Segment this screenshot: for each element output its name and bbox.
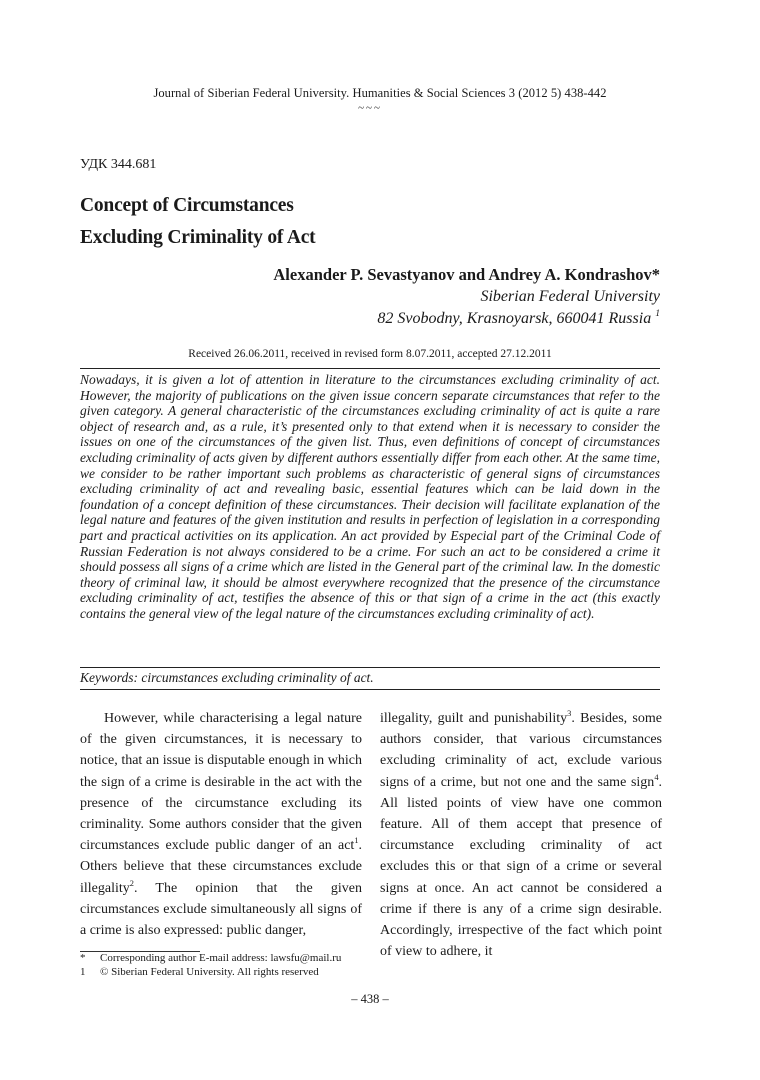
body-paragraph — [380, 708, 662, 962]
page-number: – 438 – — [351, 992, 389, 1006]
keywords: Keywords: circumstances excluding criminality of act. — [80, 670, 374, 685]
journal-header: Journal of Siberian Federal University. Humanities & Social Sciences 3 (2012 5) 438-442 — [153, 86, 607, 100]
header-ornament: ~~~ — [358, 102, 382, 114]
footnote-text: Corresponding author E-mail address: lawsfu@mail.ru — [100, 952, 342, 964]
abstract-top-rule — [80, 368, 660, 369]
authors: Alexander P. Sevastyanov and Andrey A. Kondrashov* — [273, 265, 660, 284]
udk-code: УДК 344.681 — [80, 157, 157, 172]
footnote-text: © Siberian Federal University. All rights reserved — [100, 966, 319, 978]
body-text: . All listed points of view have one common feature. All of them accept that presence of circumstance excluding criminality of act excludes this or that sign of a crime or several signs at once. An act cannot be considered a crime if there is any of a crime sign desirable. Accordingly, irrespective of the fact which point of view to adhere, it — [380, 774, 662, 960]
body-text: . Besides, some authors consider, that various circumstances excluding criminality of act, exclude various signs of a crime, but not one and the same sign — [380, 711, 662, 790]
body-text: . Others believe that these circumstances exclude illegality — [80, 838, 362, 896]
footnote-corresponding-author — [80, 952, 341, 964]
footnote-ref: 3 — [567, 708, 572, 718]
footnote-mark: 1 — [80, 966, 86, 978]
footnote-ref: 2 — [129, 878, 134, 888]
body-column-right — [380, 708, 662, 960]
affiliation-address — [377, 310, 660, 328]
keywords-bottom-rule — [80, 689, 660, 690]
affiliation-footnote-mark: 1 — [655, 308, 660, 320]
article-title-line-1: Concept of Circumstances — [80, 195, 294, 216]
body-text: However, while characterising a legal nature of the given circumstances, it is necessary to notice, that an issue is disputable enough in which the sign of a crime is desirable in the act with the presence of the circumstance excluding its criminality. Some authors consider that the given circumstances exclude public danger of an act — [80, 711, 362, 854]
affiliation-address-text: 82 Svobodny, Krasnoyarsk, 660041 Russia — [377, 310, 656, 327]
body-paragraph — [80, 708, 362, 941]
affiliation-university: Siberian Federal University — [480, 288, 660, 305]
footnote-ref: 1 — [354, 836, 359, 846]
received-dates: Received 26.06.2011, received in revised form 8.07.2011, accepted 27.12.2011 — [188, 348, 552, 360]
body-text: illegality, guilt and punishability — [380, 711, 568, 726]
article-title-line-2: Excluding Criminality of Act — [80, 227, 316, 248]
body-text: . The opinion that the given circumstances exclude simultaneously all signs of a crime is also expressed: public danger, — [80, 880, 362, 939]
body-column-left — [80, 708, 362, 943]
footnote-ref: 4 — [654, 772, 659, 782]
abstract: Nowadays, it is given a lot of attention in literature to the circumstances excluding criminality of act. However, the majority of publications on the given issue concern separate circumstances that refer to the given category. A general characteristic of the circumstances excluding criminality of act is quite a rare object of research and, as a rule, it’s presented only to that extend when it is necessary to consider the issues on one of the circumstances of the given list. Thus, even definitions of concept of circumstances excluding criminality of acts given by different authors essentially differ from each other. At the same time, we consider to be rather important such problems as characteristic of general signs of circumstances excluding criminality of act and revealing basic, essential features which can be laid down in the foundation of a concept definition of these circumstances. Their decision will facilitate explanation of the legal nature and features of the given institution and results in perfection of legislation in a corresponding part and practical activities on its application. An act provided by Especial part of the Criminal Code of Russian Federation is not always considered to be a crime. For such an act to be considered a crime it should possess all signs of a crime which are listed in the General part of the criminal law. In the domestic theory of criminal law, it should be almost everywhere recognized that the presence of the circumstance excluding criminality of act, testifies the absence of this or that sign of a crime in the act (this exactly contains the general view of the legal nature of the circumstances excluding criminality of act). — [80, 372, 660, 621]
footnote-mark: * — [80, 952, 86, 964]
keywords-top-rule — [80, 667, 660, 668]
footnote-copyright — [80, 966, 319, 978]
